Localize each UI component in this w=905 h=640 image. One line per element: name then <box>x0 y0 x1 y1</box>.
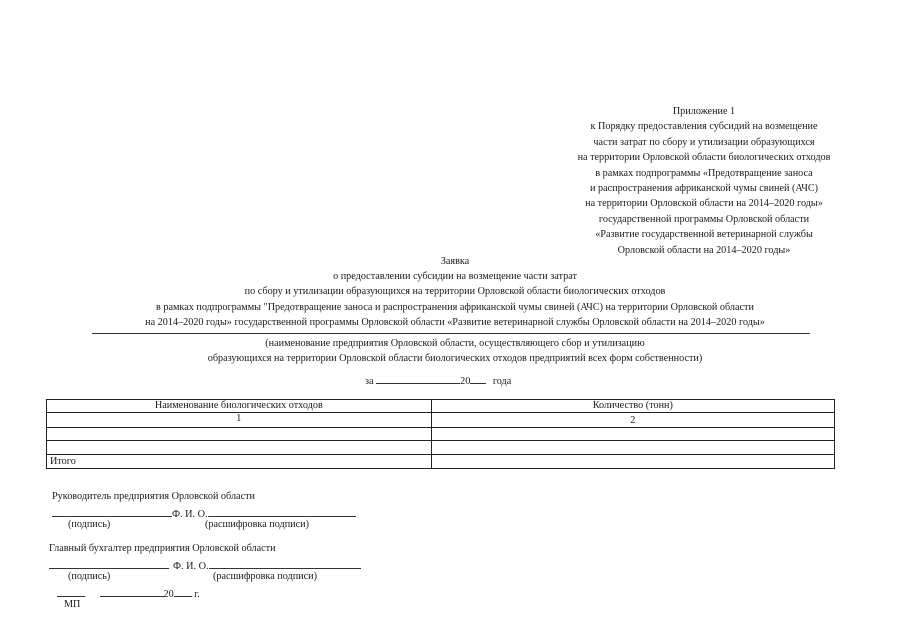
accountant-role: Главный бухгалтер предприятия Орловской области <box>49 543 276 554</box>
caption-line: (наименование предприятия Орловской области, осуществляющего сбор и утилизацию <box>265 338 645 349</box>
table-cell[interactable] <box>431 428 834 441</box>
appendix-line: и распространения африканской чумы свиней (АЧС) <box>589 183 819 195</box>
head-role: Руководитель предприятия Орловской области <box>52 491 255 502</box>
enterprise-caption <box>70 336 840 367</box>
appendix-line: Приложение 1 <box>672 106 736 117</box>
table-row <box>47 441 835 455</box>
date-day-blank[interactable] <box>57 585 85 597</box>
date-year-prefix: 20 <box>163 589 174 600</box>
date-month-blank[interactable] <box>100 585 164 597</box>
table-cell[interactable] <box>47 441 432 455</box>
table-header-row <box>47 400 835 413</box>
head-fio-label: Ф. И. О. <box>172 509 208 520</box>
period-suffix: года <box>492 376 512 387</box>
caption-line: образующихся на территории Орловской области биологических отходов предприятий всех форм собственности) <box>207 353 703 365</box>
appendix-line: к Порядку предоставления субсидий на возмещение <box>590 121 818 133</box>
table-total-row <box>47 455 835 469</box>
enterprise-name-line[interactable] <box>92 333 810 334</box>
appendix-line: в рамках подпрограммы «Предотвращение заноса <box>595 167 813 179</box>
date-year-blank[interactable] <box>174 585 192 597</box>
title-line: о предоставлении субсидии на возмещение части затрат <box>333 271 577 283</box>
appendix-line: Орловской области на 2014–2020 годы» <box>617 244 791 256</box>
appendix-line: «Развитие государственной ветеринарной службы <box>595 229 813 241</box>
appendix-line: части затрат по сбору и утилизации образующихся <box>593 136 815 148</box>
accountant-sign-caption: (подпись) <box>68 571 111 582</box>
table-number-row <box>47 413 835 428</box>
header-quantity: Количество (тонн) <box>431 400 834 413</box>
appendix-line: государственной программы Орловской области <box>598 213 810 225</box>
period-year-prefix: 20 <box>460 376 471 387</box>
period-year-blank[interactable] <box>470 372 486 384</box>
head-fio-blank[interactable] <box>208 505 356 517</box>
head-decode-caption: (расшифровка подписи) <box>205 519 309 530</box>
title-line: на 2014–2020 годы» государственной программы Орловской области «Развитие ветеринарной службы Орловской области на 2014–2020 годы» <box>145 316 765 328</box>
appendix-line: на территории Орловской области на 2014–2020 годы» <box>585 198 823 210</box>
title-line: по сбору и утилизации образующихся на территории Орловской области биологических отходов <box>244 286 666 298</box>
head-signature-blank[interactable] <box>52 505 172 517</box>
title-line: в рамках подпрограммы "Предотвращение заноса и распространения африканской чумы свиней (АЧС) на территории Орловской области <box>156 301 754 313</box>
column-number: 1 <box>47 413 432 428</box>
column-number: 2 <box>431 413 834 428</box>
application-heading: Заявка <box>440 256 470 267</box>
date-suffix: г. <box>194 589 200 600</box>
appendix-line: на территории Орловской области биологических отходов <box>577 152 831 164</box>
table-cell[interactable] <box>431 441 834 455</box>
stamp-label: МП <box>64 599 81 610</box>
accountant-signature-blank[interactable] <box>49 557 169 569</box>
table-cell[interactable] <box>47 428 432 441</box>
waste-table <box>46 399 835 469</box>
accountant-fio-blank[interactable] <box>209 557 361 569</box>
total-label: Итого <box>47 455 432 469</box>
period-blank[interactable] <box>376 372 460 384</box>
table-row <box>47 428 835 441</box>
period-line <box>365 372 511 388</box>
accountant-fio-label: Ф. И. О. <box>173 561 209 572</box>
appendix-block <box>560 104 848 258</box>
application-title-block <box>70 254 840 330</box>
head-sign-caption: (подпись) <box>68 519 111 530</box>
header-waste-name: Наименование биологических отходов <box>47 400 432 413</box>
total-value-cell[interactable] <box>431 455 834 469</box>
period-prefix: за <box>365 376 374 387</box>
accountant-decode-caption: (расшифровка подписи) <box>213 571 317 582</box>
